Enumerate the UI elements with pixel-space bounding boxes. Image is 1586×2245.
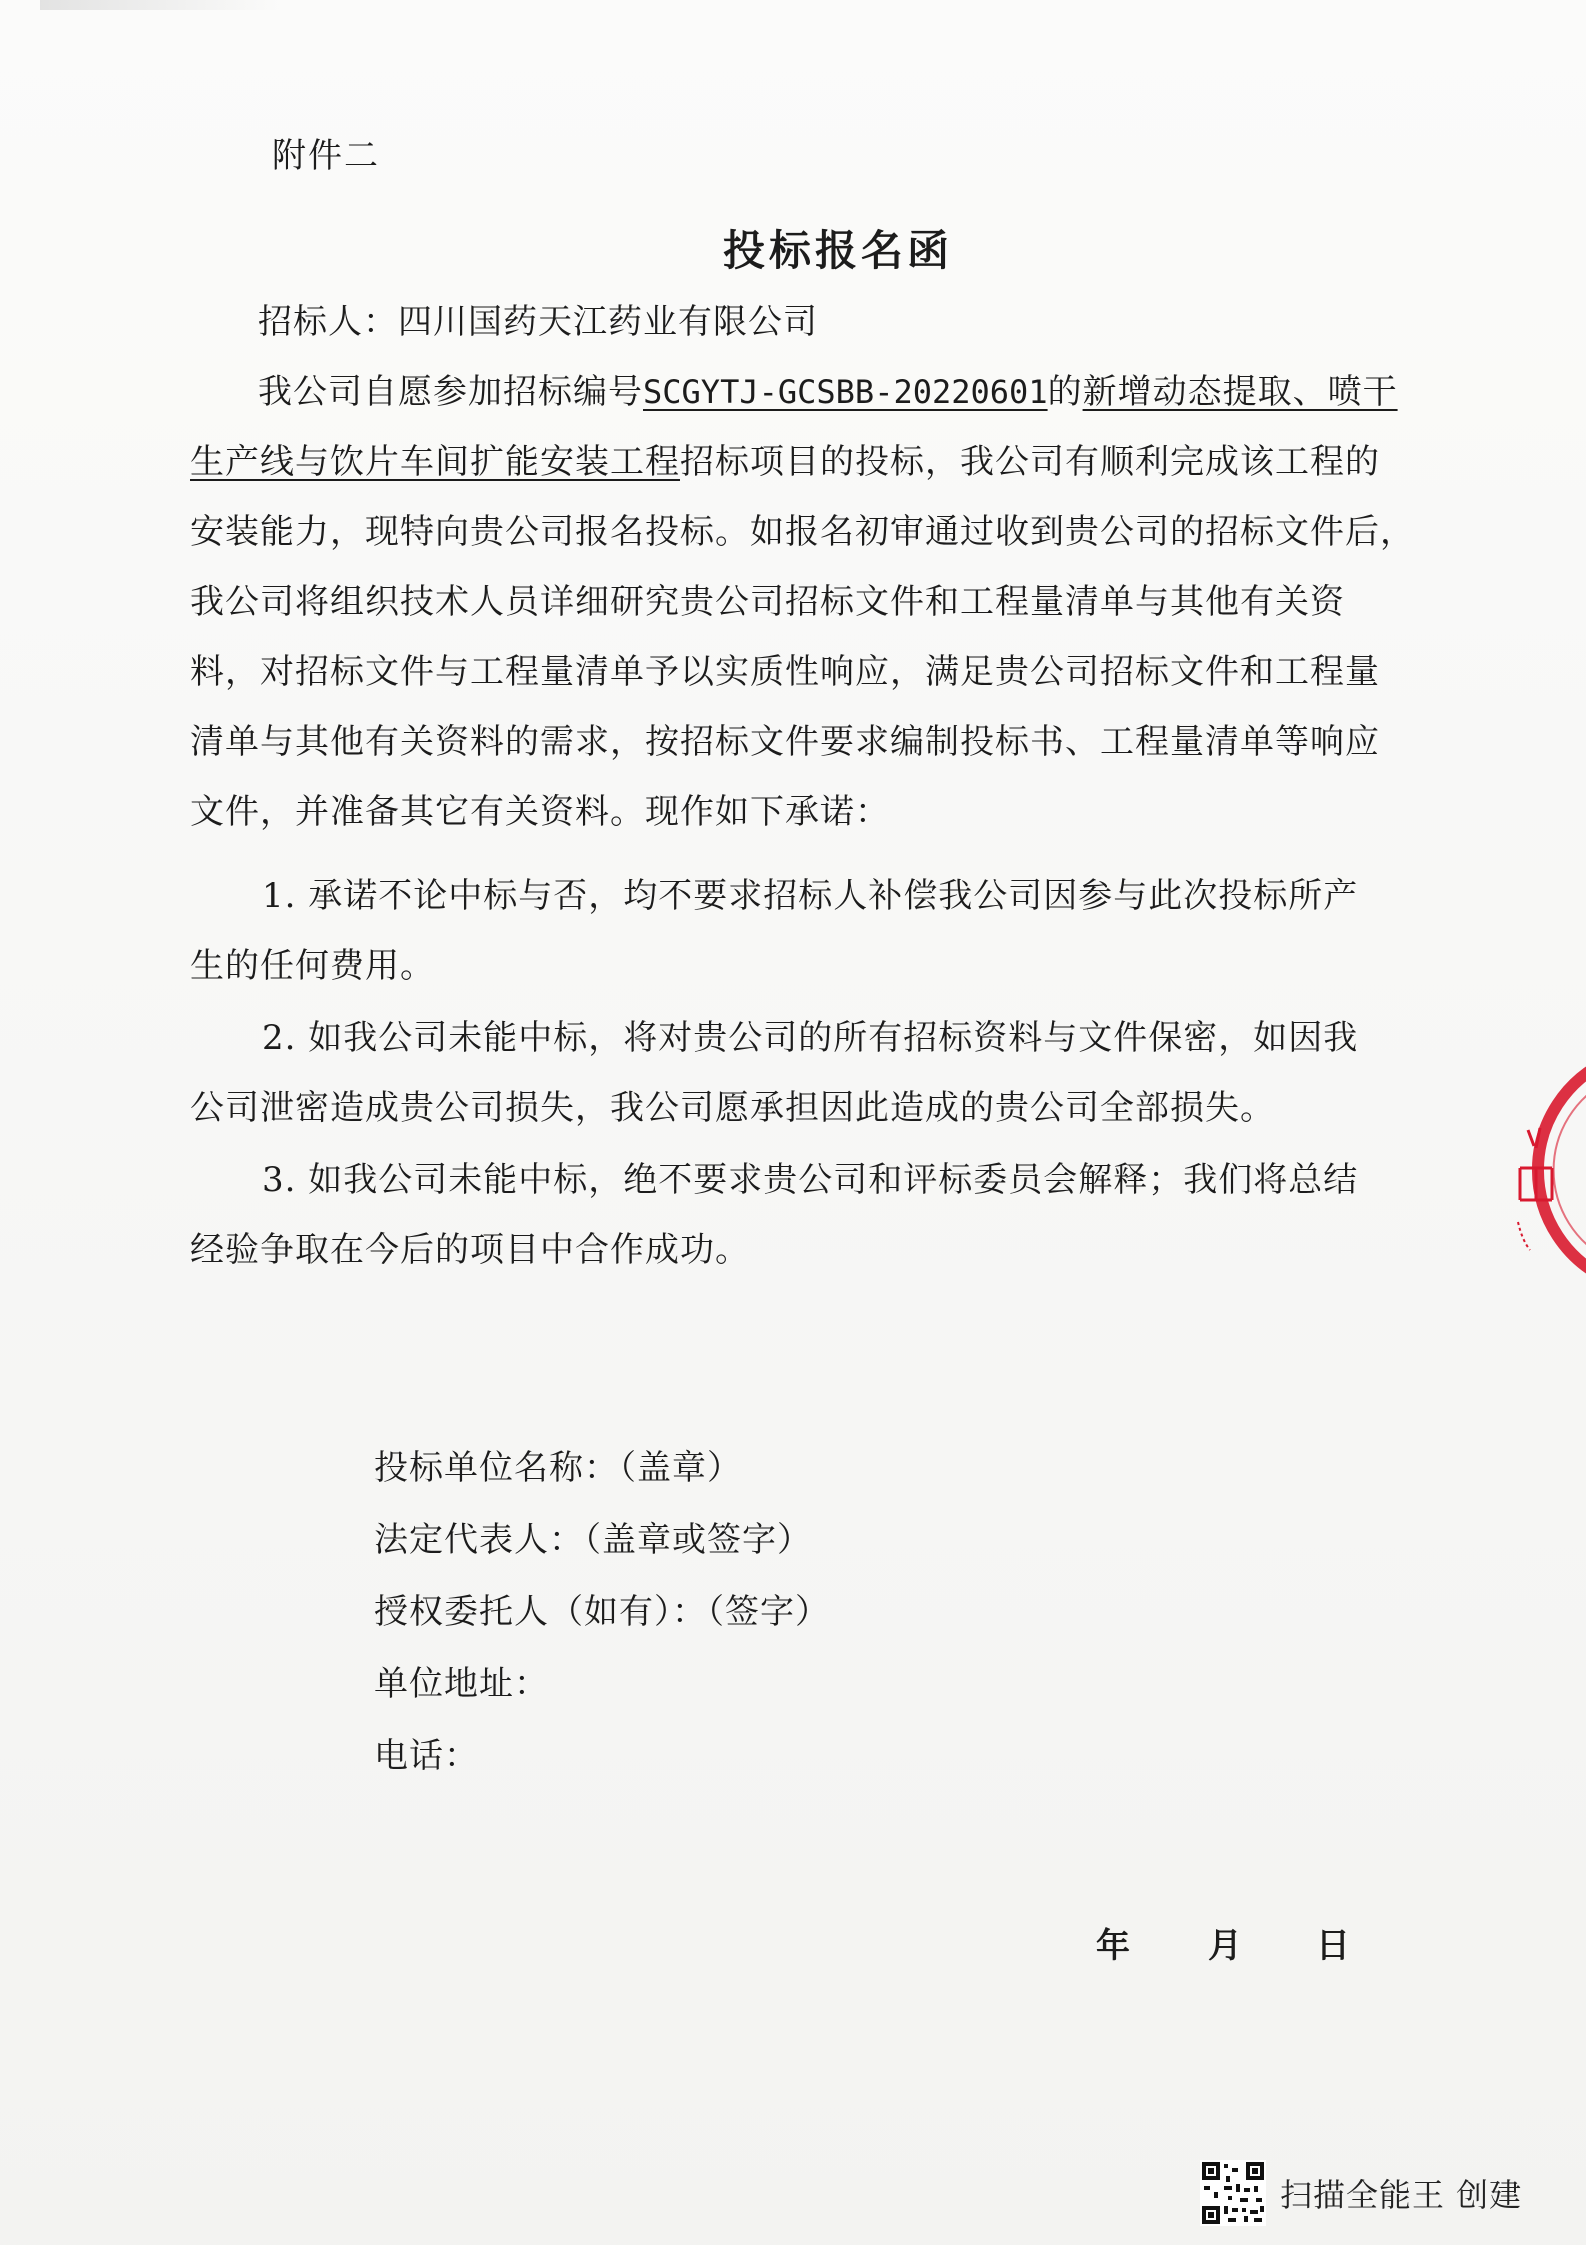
date-day: 日: [1316, 1926, 1350, 1966]
project-name-part2: 生产线与饮片车间扩能安装工程: [190, 442, 680, 482]
date-year: 年: [1096, 1926, 1130, 1966]
para-line2-rest: 招标项目的投标，我公司有顺利完成该工程的: [680, 442, 1380, 482]
sig-authorized: 授权委托人（如有）：（签字）: [374, 1592, 830, 1632]
qr-code-icon: [1200, 2160, 1266, 2226]
bid-number: SCGYTJ-GCSBB-20220601: [643, 373, 1048, 411]
commitment-3-line-2: 经验争取在今后的项目中合作成功。: [190, 1230, 750, 1270]
document-title: 投标报名函: [722, 226, 953, 275]
paragraph-line-4: 我公司将组织技术人员详细研究贵公司招标文件和工程量清单与其他有关资: [190, 582, 1345, 622]
commitment-3-line-1: 3. 如我公司未能中标，绝不要求贵公司和评标委员会解释；我们将总结: [262, 1160, 1359, 1200]
paragraph-line-1: [258, 372, 1398, 412]
annex-label: 附件二: [272, 136, 380, 176]
sig-phone: 电话：: [374, 1736, 479, 1776]
paragraph-line-2: [190, 442, 1380, 482]
recipient-line: 招标人：四川国药天江药业有限公司: [258, 302, 818, 342]
para-mid: 的: [1047, 372, 1083, 412]
paragraph-line-5: 料，对招标文件与工程量清单予以实质性响应，满足贵公司招标文件和工程量: [190, 652, 1380, 692]
scan-artifact: [40, 0, 280, 10]
partial-red-seal-stamp: [1470, 1050, 1586, 1290]
paragraph-line-7: 文件，并准备其它有关资料。现作如下承诺：: [190, 792, 890, 832]
project-name-part1: 新增动态提取、喷干: [1082, 372, 1398, 412]
commitment-1-line-2: 生的任何费用。: [190, 946, 435, 986]
paragraph-line-3: 安装能力，现特向贵公司报名投标。如报名初审通过收到贵公司的招标文件后，: [190, 512, 1415, 552]
watermark-text: 扫描全能王 创建: [1280, 2176, 1523, 2214]
scanner-watermark: [1200, 2160, 1522, 2226]
sig-company: 投标单位名称：（盖章）: [374, 1448, 742, 1488]
sig-legal-rep: 法定代表人：（盖章或签字）: [374, 1520, 812, 1560]
commitment-1-line-1: 1. 承诺不论中标与否，均不要求招标人补偿我公司因参与此次投标所产: [262, 876, 1359, 916]
sig-address: 单位地址：: [374, 1664, 549, 1704]
para-prefix: 我公司自愿参加招标编号: [258, 372, 643, 412]
commitment-2-line-2: 公司泄密造成贵公司损失，我公司愿承担因此造成的贵公司全部损失。: [190, 1088, 1275, 1128]
paragraph-line-6: 清单与其他有关资料的需求，按招标文件要求编制投标书、工程量清单等响应: [190, 722, 1380, 762]
commitment-2-line-1: 2. 如我公司未能中标，将对贵公司的所有招标资料与文件保密，如因我: [262, 1018, 1359, 1058]
date-month: 月: [1208, 1926, 1242, 1966]
